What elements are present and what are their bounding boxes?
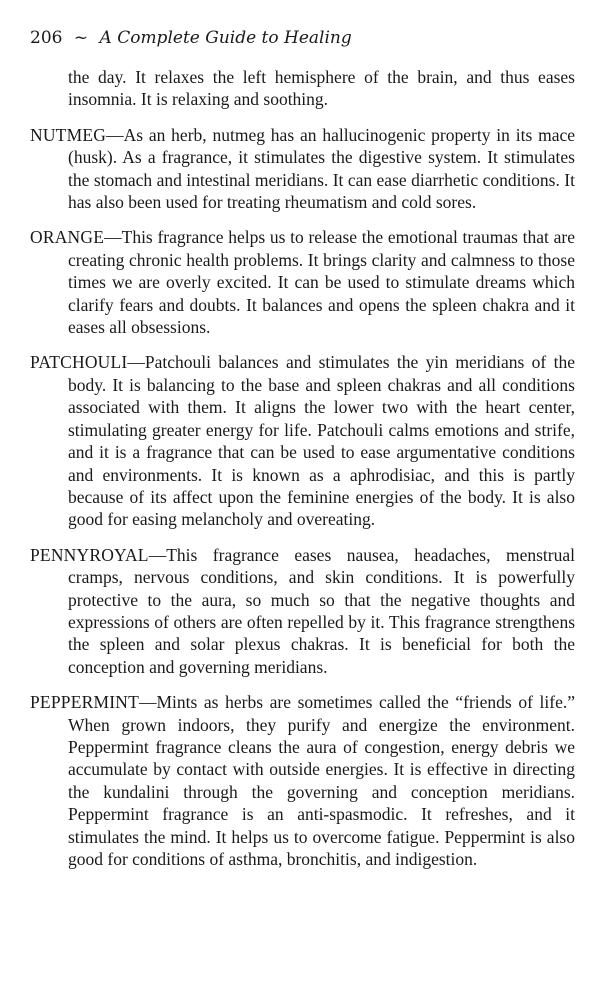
entry-text: —As an herb, nutmeg has an hallucinogenic property in its mace (husk). As a fragrance, it stimulates the digestive system. It stimulates the stomach and intestinal meridians. It can ease diarrhetic conditions. It has also been used for treating rheumatism and cold sores.: [68, 124, 575, 213]
entry-term: ORANGE: [30, 227, 105, 248]
entry-patchouli: [30, 351, 575, 530]
continued-paragraph: the day. It relaxes the left hemisphere of the brain, and thus eases insomnia. It is relaxing and soothing.: [68, 67, 575, 110]
entry-term: PENNYROYAL: [30, 544, 149, 565]
entry-text: —Patchouli balances and stimulates the yin meridians of the body. It is balancing to the base and spleen chakras and all conditions associated with them. It aligns the lower two with the heart center, stimulating greater energy for life. Patchouli calms emotions and strife, and it is a fragrance that can be used to ease argumentative conditions and environments. It is known as a aphrodisiac, and this is partly because of its affect upon the feminine energies of the body. It is also good for easing melancholy and overeating.: [68, 352, 575, 530]
entry-term: NUTMEG: [30, 124, 107, 145]
entry-text: —Mints as herbs are sometimes called the “friends of life.” When grown indoors, they purify and energize the environment. Peppermint fragrance cleans the aura of congestion, energy debris we accumulate by contact with outside energies. It is effective in directing the kundalini through the governing and conception meridians. Peppermint fragrance is an anti-spasmodic. It refreshes, and it stimulates the mind. It helps us to overcome fatigue. Peppermint is also good for conditions of asthma, bronchitis, and indigestion.: [68, 692, 575, 869]
entry-pennyroyal: [30, 544, 575, 678]
entry-nutmeg: [30, 124, 575, 214]
entry-text: —This fragrance eases nausea, headaches, menstrual cramps, nervous conditions, and skin conditions. It is powerfully protective to the aura, so much so that the negative thoughts and expressions of others are often repelled by it. This fragrance strengthens the spleen and solar plexus chakras. It is beneficial for both the conception and governing meridians.: [68, 544, 575, 677]
page-number: 206: [30, 28, 63, 48]
entry-term: PATCHOULI: [30, 352, 128, 373]
page-body: [30, 66, 575, 883]
running-header: [30, 28, 352, 48]
entry-orange: [30, 226, 575, 338]
entry-term: PEPPERMINT: [30, 692, 139, 713]
book-title: A Complete Guide to Healing: [99, 28, 352, 48]
entry-peppermint: [30, 691, 575, 870]
header-separator: ~: [73, 28, 89, 48]
entry-text: —This fragrance helps us to release the emotional traumas that are creating chronic health problems. It brings clarity and calmness to those times we are overly excited. It can be used to stimulate dreams which clarify fears and doubts. It balances and opens the spleen chakra and it eases all obsessions.: [68, 227, 575, 338]
